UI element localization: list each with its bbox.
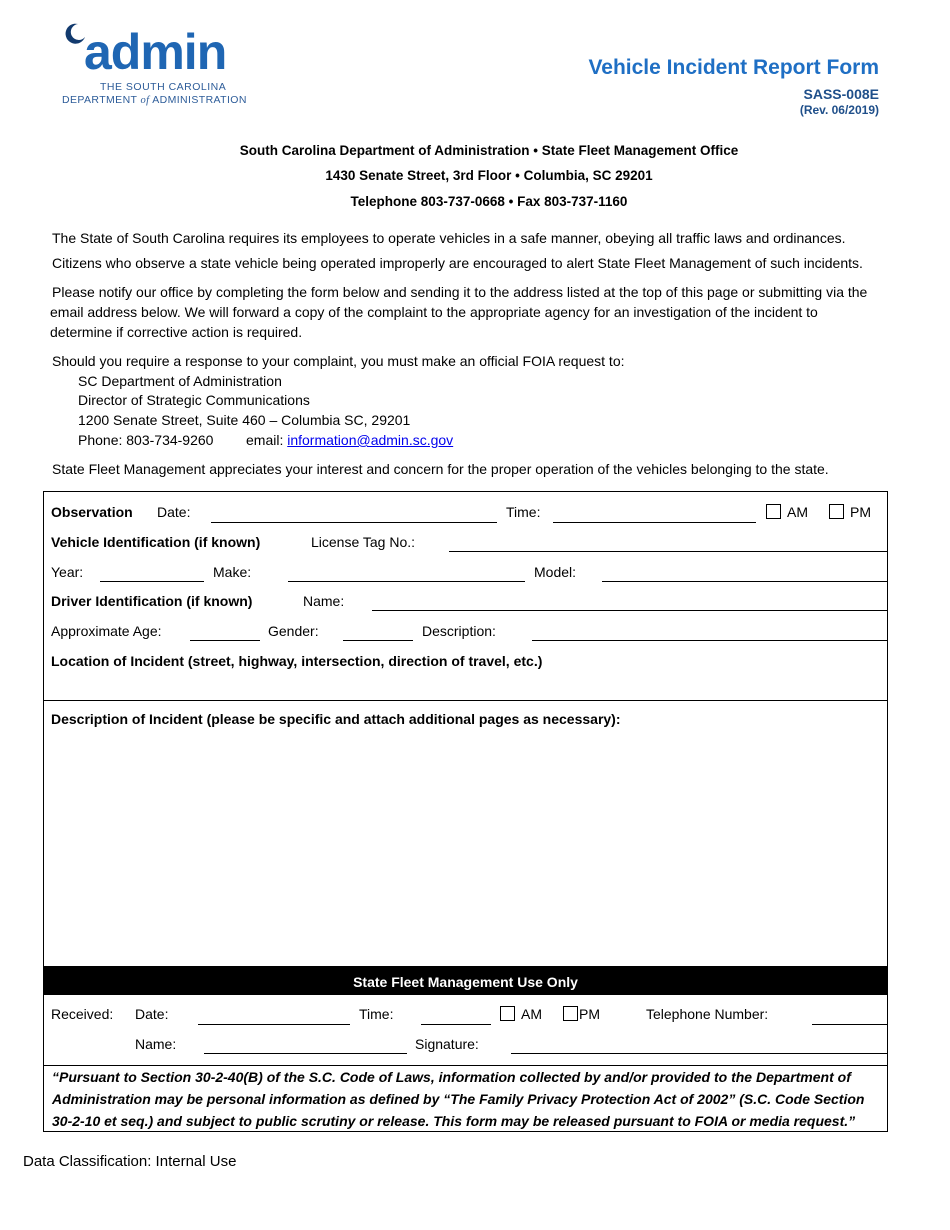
- received-pm-checkbox[interactable]: [563, 1006, 578, 1021]
- received-date-label: Date:: [135, 1006, 169, 1022]
- intro-paragraph-1: The State of South Carolina requires its employees to operate vehicles in a safe manner, obeying all traffic laws and ordinances.: [52, 230, 846, 246]
- incident-description-label: Description of Incident (please be specific and attach additional pages as necessary):: [51, 711, 621, 727]
- observation-time-field[interactable]: [553, 522, 756, 523]
- form-revision: (Rev. 06/2019): [799, 103, 879, 117]
- observation-am-checkbox[interactable]: [766, 504, 781, 519]
- form-title: Vehicle Incident Report Form: [588, 56, 879, 79]
- model-field[interactable]: [602, 581, 887, 582]
- make-field[interactable]: [288, 581, 525, 582]
- year-label: Year:: [51, 564, 84, 580]
- received-date-field[interactable]: [198, 1024, 350, 1025]
- model-label: Model:: [534, 564, 577, 580]
- intro-paragraph-3-line-1: Please notify our office by completing the form below and sending it to the address listed at the top of this page or submitting via the: [52, 284, 868, 300]
- license-tag-field[interactable]: [449, 551, 887, 552]
- approx-age-field[interactable]: [190, 640, 260, 641]
- received-time-label: Time:: [359, 1006, 394, 1022]
- observation-label: Observation: [51, 504, 133, 520]
- received-pm-label: PM: [579, 1006, 600, 1022]
- telephone-number-field[interactable]: [812, 1024, 887, 1025]
- vehicle-id-label: Vehicle Identification (if known): [51, 534, 261, 550]
- license-tag-label: License Tag No.:: [311, 534, 416, 550]
- agency-line-1: South Carolina Department of Administration • State Fleet Management Office: [239, 143, 739, 158]
- telephone-number-label: Telephone Number:: [646, 1006, 769, 1022]
- agency-line-2: 1430 Senate Street, 3rd Floor • Columbia, SC 29201: [325, 168, 653, 183]
- address-line-3: 1200 Senate Street, Suite 460 – Columbia SC, 29201: [78, 412, 411, 428]
- intro-paragraph-3-line-2: email address below. We will forward a copy of the complaint to the appropriate agency for an investigation of the incident to: [50, 304, 818, 320]
- intro-paragraph-5: State Fleet Management appreciates your interest and concern for the proper operation of the vehicles belonging to the state.: [52, 461, 829, 477]
- received-am-checkbox[interactable]: [500, 1006, 515, 1021]
- year-field[interactable]: [100, 581, 204, 582]
- driver-description-field[interactable]: [532, 640, 887, 641]
- address-line-2: Director of Strategic Communications: [78, 392, 310, 408]
- received-time-field[interactable]: [421, 1024, 491, 1025]
- observation-time-label: Time:: [506, 504, 541, 520]
- incident-description-area[interactable]: [44, 732, 887, 962]
- received-name-field[interactable]: [204, 1053, 407, 1054]
- signature-label: Signature:: [415, 1036, 479, 1052]
- driver-id-label: Driver Identification (if known): [51, 593, 253, 609]
- gender-field[interactable]: [343, 640, 413, 641]
- driver-description-label: Description:: [422, 623, 496, 639]
- logo-subtitle-1: THE SOUTH CAROLINA: [100, 81, 227, 93]
- agency-line-3: Telephone 803-737-0668 • Fax 803-737-1160: [350, 194, 628, 209]
- received-am-label: AM: [521, 1006, 542, 1022]
- signature-field[interactable]: [511, 1053, 887, 1054]
- privacy-notice: “Pursuant to Section 30-2-40(B) of the S.C. Code of Laws, information collected by and/or provided to the Department of Administration may be personal information as defined by “The Family Privacy Protection Act of 2002” (S.C. Code Section 30-2-10 et seq.) and subject to public scrutiny or release. This form may be released pursuant to FOIA or media request.”: [52, 1069, 865, 1129]
- logo-wordmark: admin: [84, 24, 227, 80]
- driver-name-field[interactable]: [372, 610, 887, 611]
- intro-paragraph-4: Should you require a response to your complaint, you must make an official FOIA request to:: [52, 353, 625, 369]
- logo-subtitle-2: DEPARTMENT of ADMINISTRATION: [62, 94, 247, 106]
- divider: [44, 700, 887, 701]
- gender-label: Gender:: [268, 623, 319, 639]
- crescent-moon-icon: [64, 22, 86, 44]
- observation-date-label: Date:: [157, 504, 191, 520]
- intro-paragraph-3-line-3: determine if corrective action is required.: [50, 324, 303, 340]
- observation-date-field[interactable]: [211, 522, 497, 523]
- location-label: Location of Incident (street, highway, intersection, direction of travel, etc.): [51, 653, 543, 669]
- observation-am-label: AM: [787, 504, 808, 520]
- form-number: SASS-008E: [803, 86, 879, 102]
- contact-email: email: information@admin.sc.gov: [246, 432, 454, 448]
- intro-paragraph-2: Citizens who observe a state vehicle being operated improperly are encouraged to alert State Fleet Management of such incidents.: [52, 255, 863, 271]
- address-line-1: SC Department of Administration: [78, 373, 282, 389]
- incident-form: [43, 491, 888, 1132]
- received-label: Received:: [51, 1006, 114, 1022]
- email-link[interactable]: information@admin.sc.gov: [287, 432, 454, 448]
- office-use-header: State Fleet Management Use Only: [44, 966, 887, 995]
- observation-pm-label: PM: [850, 504, 871, 520]
- driver-name-label: Name:: [303, 593, 345, 609]
- received-name-label: Name:: [135, 1036, 177, 1052]
- contact-phone: Phone: 803-734-9260: [78, 432, 214, 448]
- data-classification: Data Classification: Internal Use: [23, 1153, 237, 1170]
- approx-age-label: Approximate Age:: [51, 623, 162, 639]
- observation-pm-checkbox[interactable]: [829, 504, 844, 519]
- make-label: Make:: [213, 564, 252, 580]
